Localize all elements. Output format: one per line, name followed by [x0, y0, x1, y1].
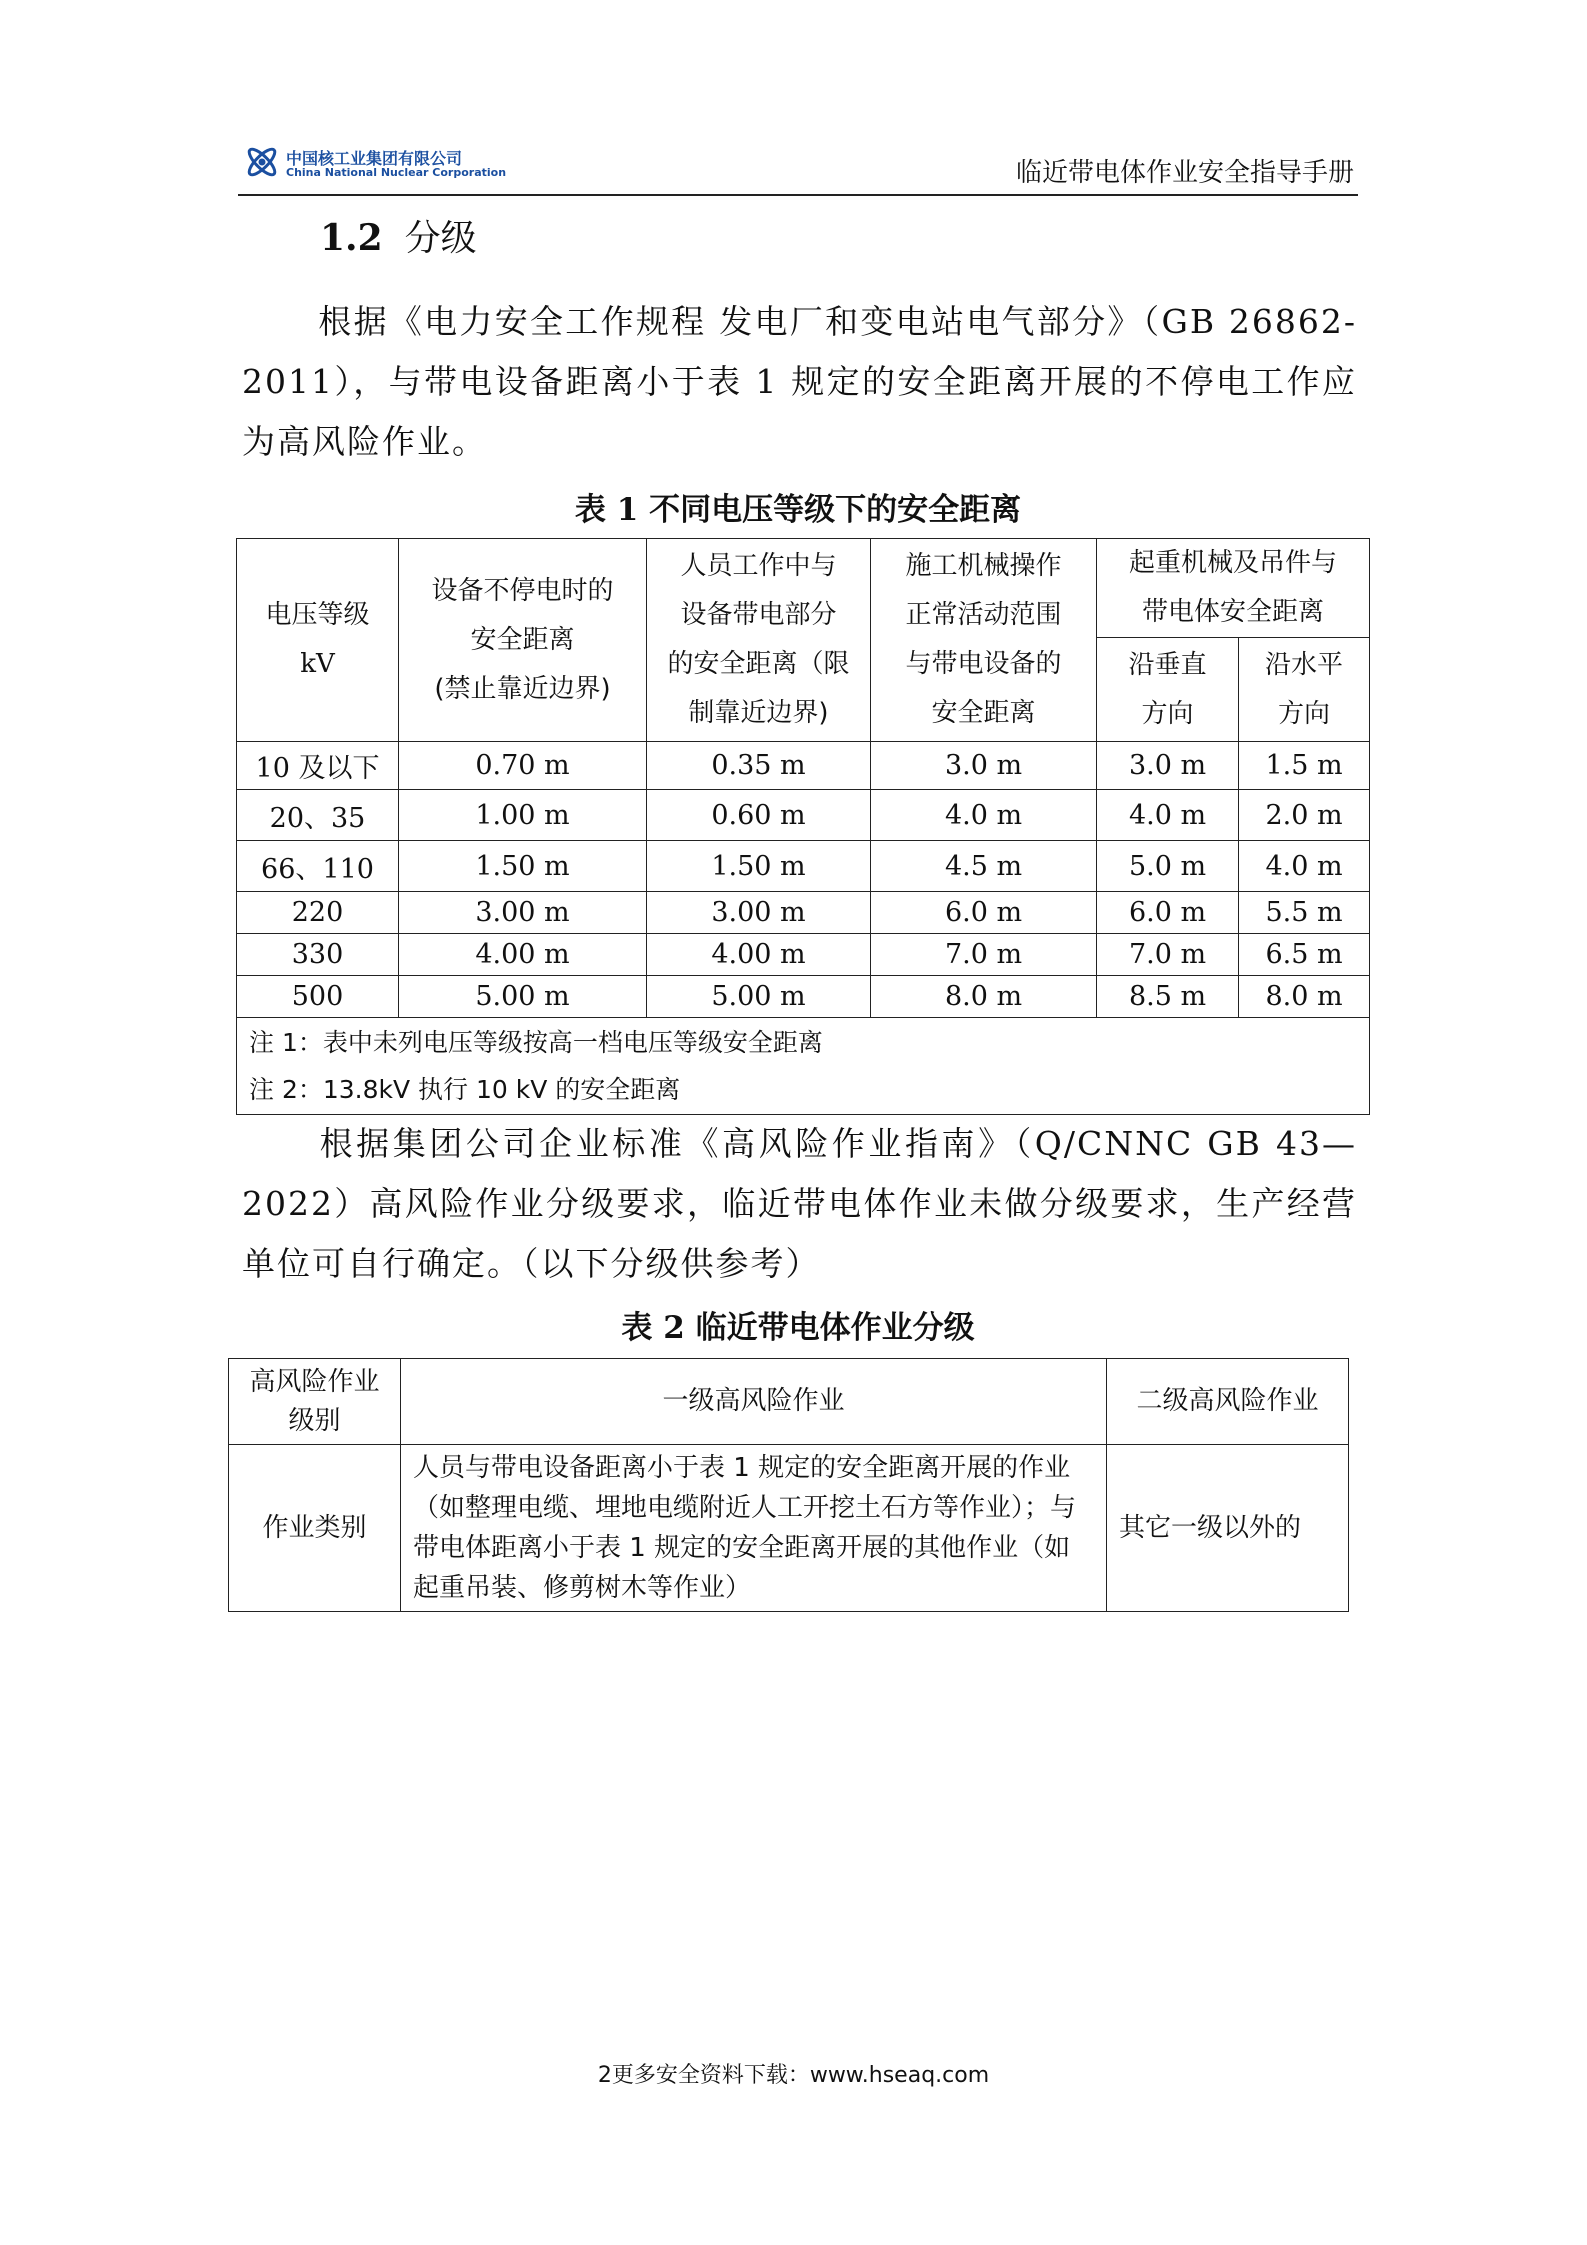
header-level-1: 一级高风险作业 [401, 1359, 1107, 1445]
note-2: 注 2：13.8kV 执行 10 kV 的安全距离 [249, 1075, 681, 1104]
cell-machinery: 4.5 m [871, 841, 1097, 892]
section-title: 分级 [404, 218, 477, 259]
header-equipment-distance: 设备不停电时的 安全距离 (禁止靠近边界) [399, 539, 647, 742]
cell-crane-vertical: 5.0 m [1097, 841, 1239, 892]
paragraph-1 [242, 292, 1357, 472]
cell-level-2-description: 其它一级以外的 [1107, 1445, 1349, 1612]
table-row [237, 790, 1370, 841]
cell-equipment: 0.70 m [399, 742, 647, 790]
header-crane-horizontal: 沿水平 方向 [1239, 638, 1370, 742]
cell-personnel: 0.35 m [647, 742, 871, 790]
cell-work-category: 作业类别 [229, 1445, 401, 1612]
atom-logo-icon [242, 142, 282, 182]
cell-crane-vertical: 6.0 m [1097, 892, 1239, 934]
logo-text-cn: 中国核工业集团有限公司 [286, 149, 463, 168]
table-2-caption: 表 2 临近带电体作业分级 [621, 1310, 975, 1346]
cell-personnel: 5.00 m [647, 976, 871, 1018]
work-classification-table [228, 1358, 1349, 1612]
company-logo [242, 142, 507, 186]
cell-voltage: 220 [237, 892, 399, 934]
cell-crane-vertical: 3.0 m [1097, 742, 1239, 790]
header-crane-vertical: 沿垂直 方向 [1097, 638, 1239, 742]
table-1-caption: 表 1 不同电压等级下的安全距离 [574, 492, 1022, 528]
header-personnel-distance: 人员工作中与 设备带电部分 的安全距离（限 制靠近边界) [647, 539, 871, 742]
page-footer: 2更多安全资料下载：www.hseaq.com [597, 2063, 990, 2088]
cell-personnel: 3.00 m [647, 892, 871, 934]
cell-crane-horizontal: 2.0 m [1239, 790, 1370, 841]
cell-machinery: 4.0 m [871, 790, 1097, 841]
paragraph-1-text: 根据《电力安全工作规程 发电厂和变电站电气部分》（GB 26862-2011），与带电设备距离小于表 1 规定的安全距离开展的不停电工作应为高风险作业。 [242, 302, 1357, 461]
table-row [237, 841, 1370, 892]
paragraph-2 [242, 1114, 1357, 1294]
table-row [229, 1445, 1349, 1612]
cell-equipment: 1.00 m [399, 790, 647, 841]
page-header [238, 138, 1358, 196]
cell-machinery: 7.0 m [871, 934, 1097, 976]
cell-crane-horizontal: 4.0 m [1239, 841, 1370, 892]
cell-personnel: 1.50 m [647, 841, 871, 892]
cell-voltage: 66、110 [237, 841, 399, 892]
cell-voltage: 20、35 [237, 790, 399, 841]
header-level-2: 二级高风险作业 [1107, 1359, 1349, 1445]
cell-level-1-description: 人员与带电设备距离小于表 1 规定的安全距离开展的作业（如整理电缆、埋地电缆附近人工开挖土石方等作业）；与带电体距离小于表 1 规定的安全距离开展的其他作业（如起重吊装、修剪树木等作业） [401, 1445, 1107, 1612]
table-row [237, 742, 1370, 790]
cell-voltage: 330 [237, 934, 399, 976]
table-row [237, 934, 1370, 976]
table-1-notes [237, 1018, 1370, 1115]
header-machinery-distance: 施工机械操作 正常活动范围 与带电设备的 安全距离 [871, 539, 1097, 742]
header-crane-distance: 起重机械及吊件与 带电体安全距离 [1097, 539, 1370, 638]
cell-voltage: 500 [237, 976, 399, 1018]
cell-equipment: 5.00 m [399, 976, 647, 1018]
cell-crane-horizontal: 5.5 m [1239, 892, 1370, 934]
cell-machinery: 8.0 m [871, 976, 1097, 1018]
cell-personnel: 4.00 m [647, 934, 871, 976]
note-1: 注 1：表中未列电压等级按高一档电压等级安全距离 [249, 1028, 823, 1057]
safety-distance-table [236, 538, 1370, 1115]
header-level: 高风险作业级别 [229, 1359, 401, 1445]
logo-text-en: China National Nuclear Corporation [286, 166, 507, 179]
cell-machinery: 3.0 m [871, 742, 1097, 790]
cell-crane-vertical: 4.0 m [1097, 790, 1239, 841]
cell-crane-horizontal: 1.5 m [1239, 742, 1370, 790]
cell-crane-horizontal: 8.0 m [1239, 976, 1370, 1018]
cell-machinery: 6.0 m [871, 892, 1097, 934]
cell-equipment: 1.50 m [399, 841, 647, 892]
section-number: 1.2 [320, 217, 383, 259]
table-row [237, 976, 1370, 1018]
cell-crane-vertical: 7.0 m [1097, 934, 1239, 976]
cell-voltage: 10 及以下 [237, 742, 399, 790]
header-voltage: 电压等级 kV [237, 539, 399, 742]
paragraph-2-text: 根据集团公司企业标准《高风险作业指南》（Q/CNNC GB 43—2022）高风险作业分级要求，临近带电体作业未做分级要求，生产经营单位可自行确定。（以下分级供参考） [242, 1124, 1357, 1283]
cell-personnel: 0.60 m [647, 790, 871, 841]
cell-crane-horizontal: 6.5 m [1239, 934, 1370, 976]
section-heading [320, 210, 477, 261]
cell-crane-vertical: 8.5 m [1097, 976, 1239, 1018]
table-row [237, 892, 1370, 934]
cell-equipment: 3.00 m [399, 892, 647, 934]
document-title: 临近带电体作业安全指导手册 [1015, 158, 1354, 188]
cell-equipment: 4.00 m [399, 934, 647, 976]
